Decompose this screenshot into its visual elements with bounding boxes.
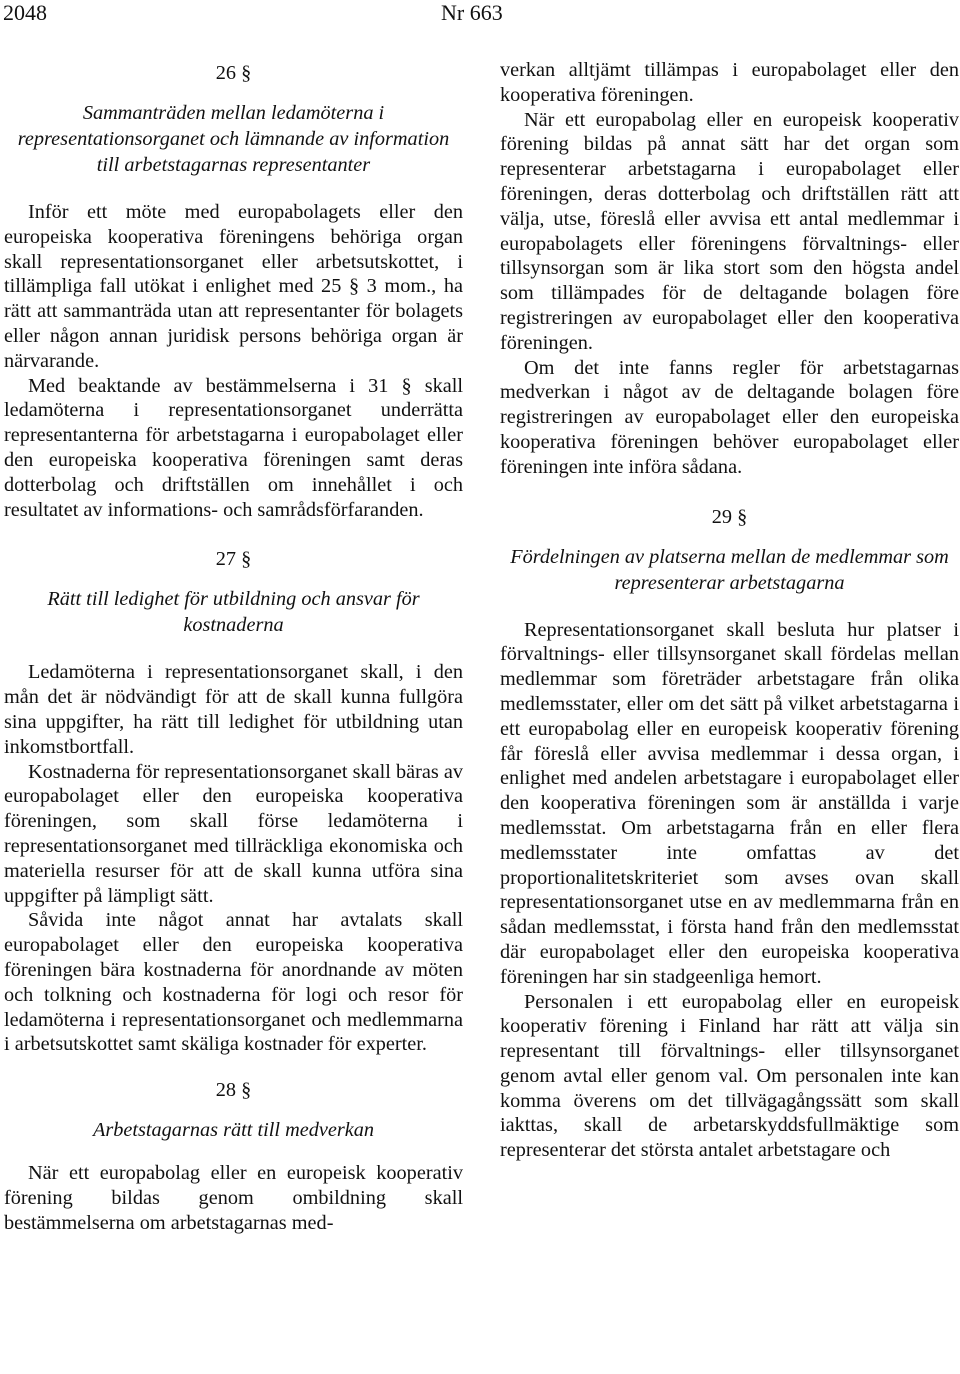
section-27-number: 27 § [215, 548, 252, 571]
section-29-paragraph-1: Representationsorganet skall besluta hur platser i förvaltnings- eller tillsynsorganet skall fördelas mellan medlemmar som företräder arbetstagare från olika medlemsstater, eller om det sätt på vilket arbetstagarna i ett europabolag eller en europeisk kooperativ förening får föreslå eller avvisa medlemmar i dessa organ, i enlighet med andelen arbetstagare i europabolaget eller den kooperativa föreningen som är anställda i varje medlemsstat. Om arbetstagarna från en eller flera medlemsstater inte omfattas av det proportionalitetskriteriet som avses ovan skall representationsorganet utse en av medlemmarna från en sådan medlemsstat, i första hand från den medlemsstat där europabolaget eller den europeiska kooperativa föreningen har sin stadgeenliga hemort. [500, 618, 959, 988]
section-28-paragraph-1: När ett europabolag eller en europeisk kooperativ förening bildas genom ombildning skall bestämmelserna om arbetstagarnas med- [4, 1162, 463, 1234]
section-28-paragraph-1-continued: verkan alltjämt tillämpas i europabolaget eller den kooperativa föreningen. [500, 59, 959, 106]
left-column [4, 58, 463, 1236]
section-29-paragraph-2: Personalen i ett europabolag eller en europeisk kooperativ förening i Finland har rätt att välja sin representant till förvaltnings- eller tillsynsorganet genom avtal eller genom val. Om personalen inte kan komma överens om det tillvägagångssätt som skall iakttas, skall de arbetarskyddsfullmäktige som representerar det största antalet arbetstagare och [500, 990, 959, 1162]
section-28-title: Arbetstagarnas rätt till medverkan [92, 1119, 375, 1142]
section-26-paragraph-1: Inför ett möte med europabolagets eller den europeiska kooperativa föreningens behöriga organ skall representationsorganet eller arbetsutskottet, i tillämpliga fall utökat i enlighet med 25 § 3 mom., ha rätt att sammanträda utan att representanter för bolagets eller någon annan juridisk persons behöriga organ är närvarande. [4, 201, 463, 372]
section-28-paragraph-2: När ett europabolag eller en europeisk kooperativ förening bildas på annat sätt har det organ som representerar arbetstagarna i europabolaget eller föreningen, deras dotterbolag och driftställen rätt att välja, utse, föreslå eller avvisa ett antal medlemmar i europabolagets eller föreningens förvaltnings- eller tillsynsorgan som är lika stort som den högsta andel som tillämpades för de deltagande bolagen före registreringen av europabolaget eller den kooperativa föreningen. [500, 108, 959, 354]
section-28-number: 28 § [215, 1079, 252, 1102]
section-27-paragraph-3: Såvida inte något annat har avtalats skall europabolaget eller den europeiska kooperativa föreningen bära kostnaderna för anordnande av möten och tolkning och kostnaderna för logi och resor för ledamöterna i representationsorganet och medlemmarna i arbetsutskottet samt skäliga kostnader för experter. [4, 909, 463, 1056]
section-26-title: Sammanträden mellan ledamöterna i representationsorganet och lämnande av information till arbetstagarnas representanter [17, 102, 450, 176]
section-29-title: Fördelningen av platserna mellan de medlemmar som representerar arbetstagarna [510, 545, 949, 594]
section-26-paragraph-2: Med beaktande av bestämmelserna i 31 § skall ledamöterna i representationsorganet underrätta representanterna för arbetstagarna i europabolaget eller den europeiska kooperativa föreningen samt deras dotterbolag och driftställen om innehållet i och resultatet av informations- och samrådsförfaranden. [4, 374, 463, 521]
section-27-paragraph-2: Kostnaderna för representationsorganet skall bäras av europabolaget eller den europeiska kooperativa föreningen, som skall förse ledamöterna i representationsorganet med tillräckliga ekonomiska och materiella resurser för att de skall kunna utföra sina uppgifter på lämpligt sätt. [4, 760, 463, 907]
section-28-paragraph-3: Om det inte fanns regler för arbetstagarnas medverkan i något av de deltagande bolagen före registreringen av europabolaget eller den europeiska kooperativa föreningen behöver europabolaget eller föreningen inte införa sådana. [500, 356, 959, 478]
section-27-title: Rätt till ledighet för utbildning och ansvar för kostnaderna [47, 588, 420, 637]
page-header [0, 0, 960, 30]
page-number: 2048 [3, 0, 47, 25]
section-27-paragraph-1: Ledamöterna i representationsorganet skall, i den mån det är nödvändigt för att de skall kunna fullgöra sina uppgifter, ha rätt till ledighet för utbildning utan inkomstbortfall. [4, 661, 463, 758]
section-29-number: 29 § [711, 505, 748, 528]
right-column [500, 58, 959, 1163]
section-26-number: 26 § [215, 62, 252, 84]
publication-number: Nr 663 [441, 0, 503, 25]
